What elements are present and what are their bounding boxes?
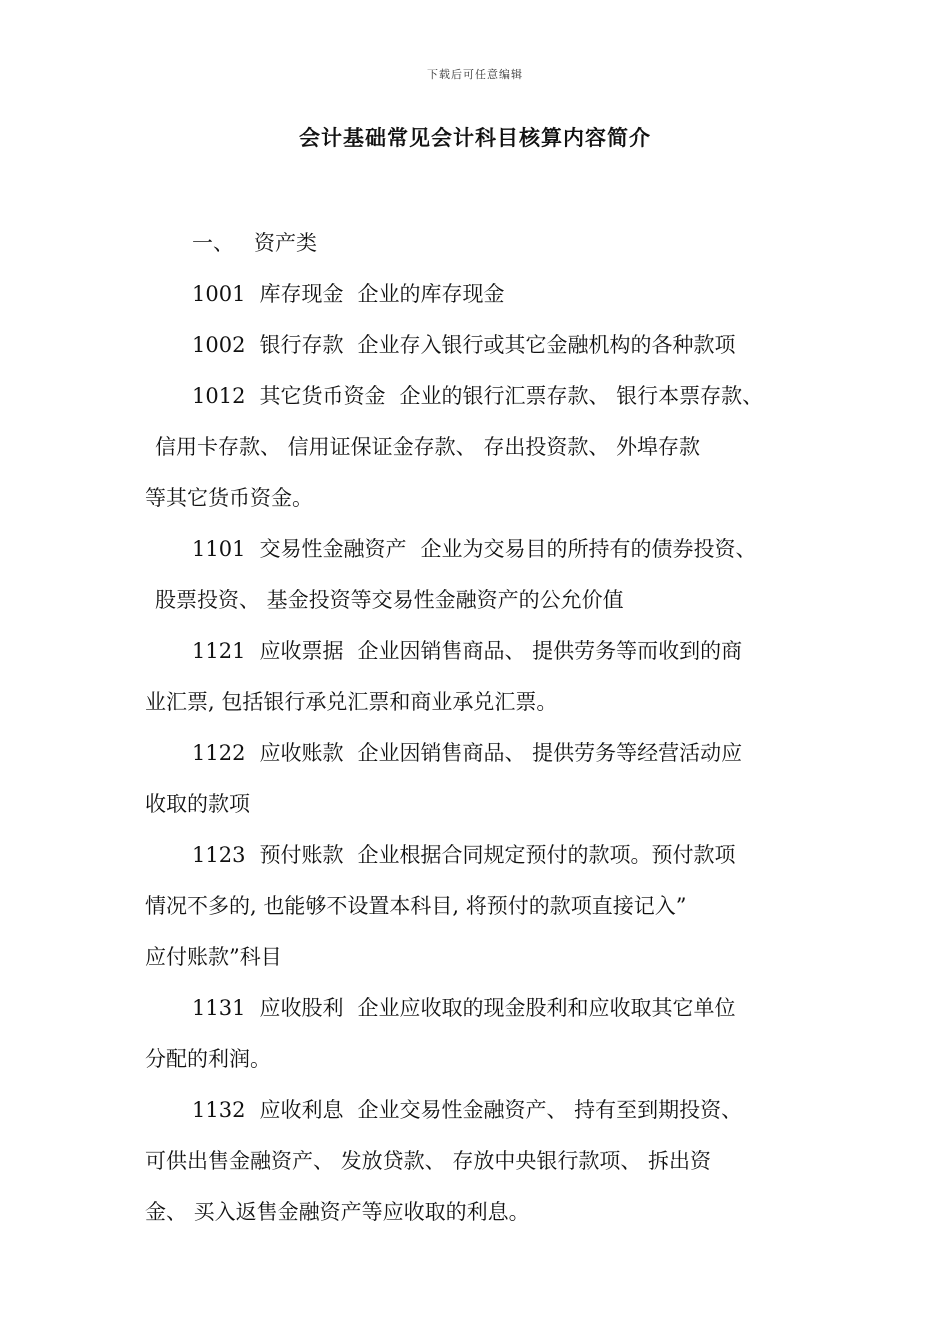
entry-1121-line-2: 业汇票, 包括银行承兑汇票和商业承兑汇票。 (145, 690, 558, 714)
account-term: 应收股利 (259, 996, 344, 1020)
entry-1001 (145, 269, 845, 320)
entry-1132 (145, 1085, 845, 1136)
account-code: 1002 (192, 333, 246, 357)
account-description: 企业的库存现金 (357, 282, 505, 306)
entry-1131 (145, 983, 845, 1034)
entry-1123-line-3: 应付账款”科目 (145, 945, 282, 969)
account-description: 企业交易性金融资产、 持有至到期投资、 (357, 1098, 743, 1122)
account-term: 应收票据 (259, 639, 344, 663)
section-label: 一、 (192, 231, 234, 255)
account-term: 银行存款 (259, 333, 344, 357)
account-code: 1001 (192, 282, 246, 306)
entry-1101 (145, 524, 845, 575)
account-term: 预付账款 (259, 843, 344, 867)
entry-1131-line-2: 分配的利润。 (145, 1047, 271, 1071)
entry-1012 (145, 371, 845, 422)
entry-1012-line-3: 等其它货币资金。 (145, 486, 313, 510)
entry-1132-line-3: 金、 买入返售金融资产等应收取的利息。 (145, 1200, 530, 1224)
account-code: 1101 (192, 537, 246, 561)
section-heading (145, 218, 845, 269)
entry-1101-line-2: 股票投资、 基金投资等交易性金融资产的公允价值 (155, 588, 624, 612)
entry-1123 (145, 830, 845, 881)
page-title: 会计基础常见会计科目核算内容简介 (299, 125, 651, 150)
account-term: 库存现金 (259, 282, 344, 306)
entry-1121 (145, 626, 845, 677)
account-code: 1121 (192, 639, 246, 663)
document-body (145, 218, 845, 1238)
header-note: 下载后可任意编辑 (427, 68, 523, 81)
account-description: 企业应收取的现金股利和应收取其它单位 (357, 996, 736, 1020)
account-code: 1122 (192, 741, 246, 765)
account-term: 交易性金融资产 (259, 537, 407, 561)
account-term: 其它货币资金 (259, 384, 386, 408)
entry-1122 (145, 728, 845, 779)
account-code: 1132 (192, 1098, 246, 1122)
account-description: 企业的银行汇票存款、 银行本票存款、 (399, 384, 764, 408)
account-description: 企业存入银行或其它金融机构的各种款项 (357, 333, 736, 357)
account-code: 1131 (192, 996, 246, 1020)
account-description: 企业为交易目的所持有的债券投资、 (420, 537, 757, 561)
account-description: 企业因销售商品、 提供劳务等而收到的商 (357, 639, 743, 663)
account-description: 企业根据合同规定预付的款项。预付款项 (357, 843, 736, 867)
entry-1122-line-2: 收取的款项 (145, 792, 250, 816)
account-code: 1123 (192, 843, 246, 867)
section-name: 资产类 (254, 231, 318, 255)
entry-1002 (145, 320, 845, 371)
account-code: 1012 (192, 384, 246, 408)
account-term: 应收利息 (259, 1098, 344, 1122)
account-description: 企业因销售商品、 提供劳务等经营活动应 (357, 741, 743, 765)
entry-1123-line-2: 情况不多的, 也能够不设置本科目, 将预付的款项直接记入” (145, 894, 687, 918)
account-term: 应收账款 (259, 741, 344, 765)
entry-1012-line-2: 信用卡存款、 信用证保证金存款、 存出投资款、 外埠存款 (155, 435, 701, 459)
entry-1132-line-2: 可供出售金融资产、 发放贷款、 存放中央银行款项、 拆出资 (145, 1149, 712, 1173)
